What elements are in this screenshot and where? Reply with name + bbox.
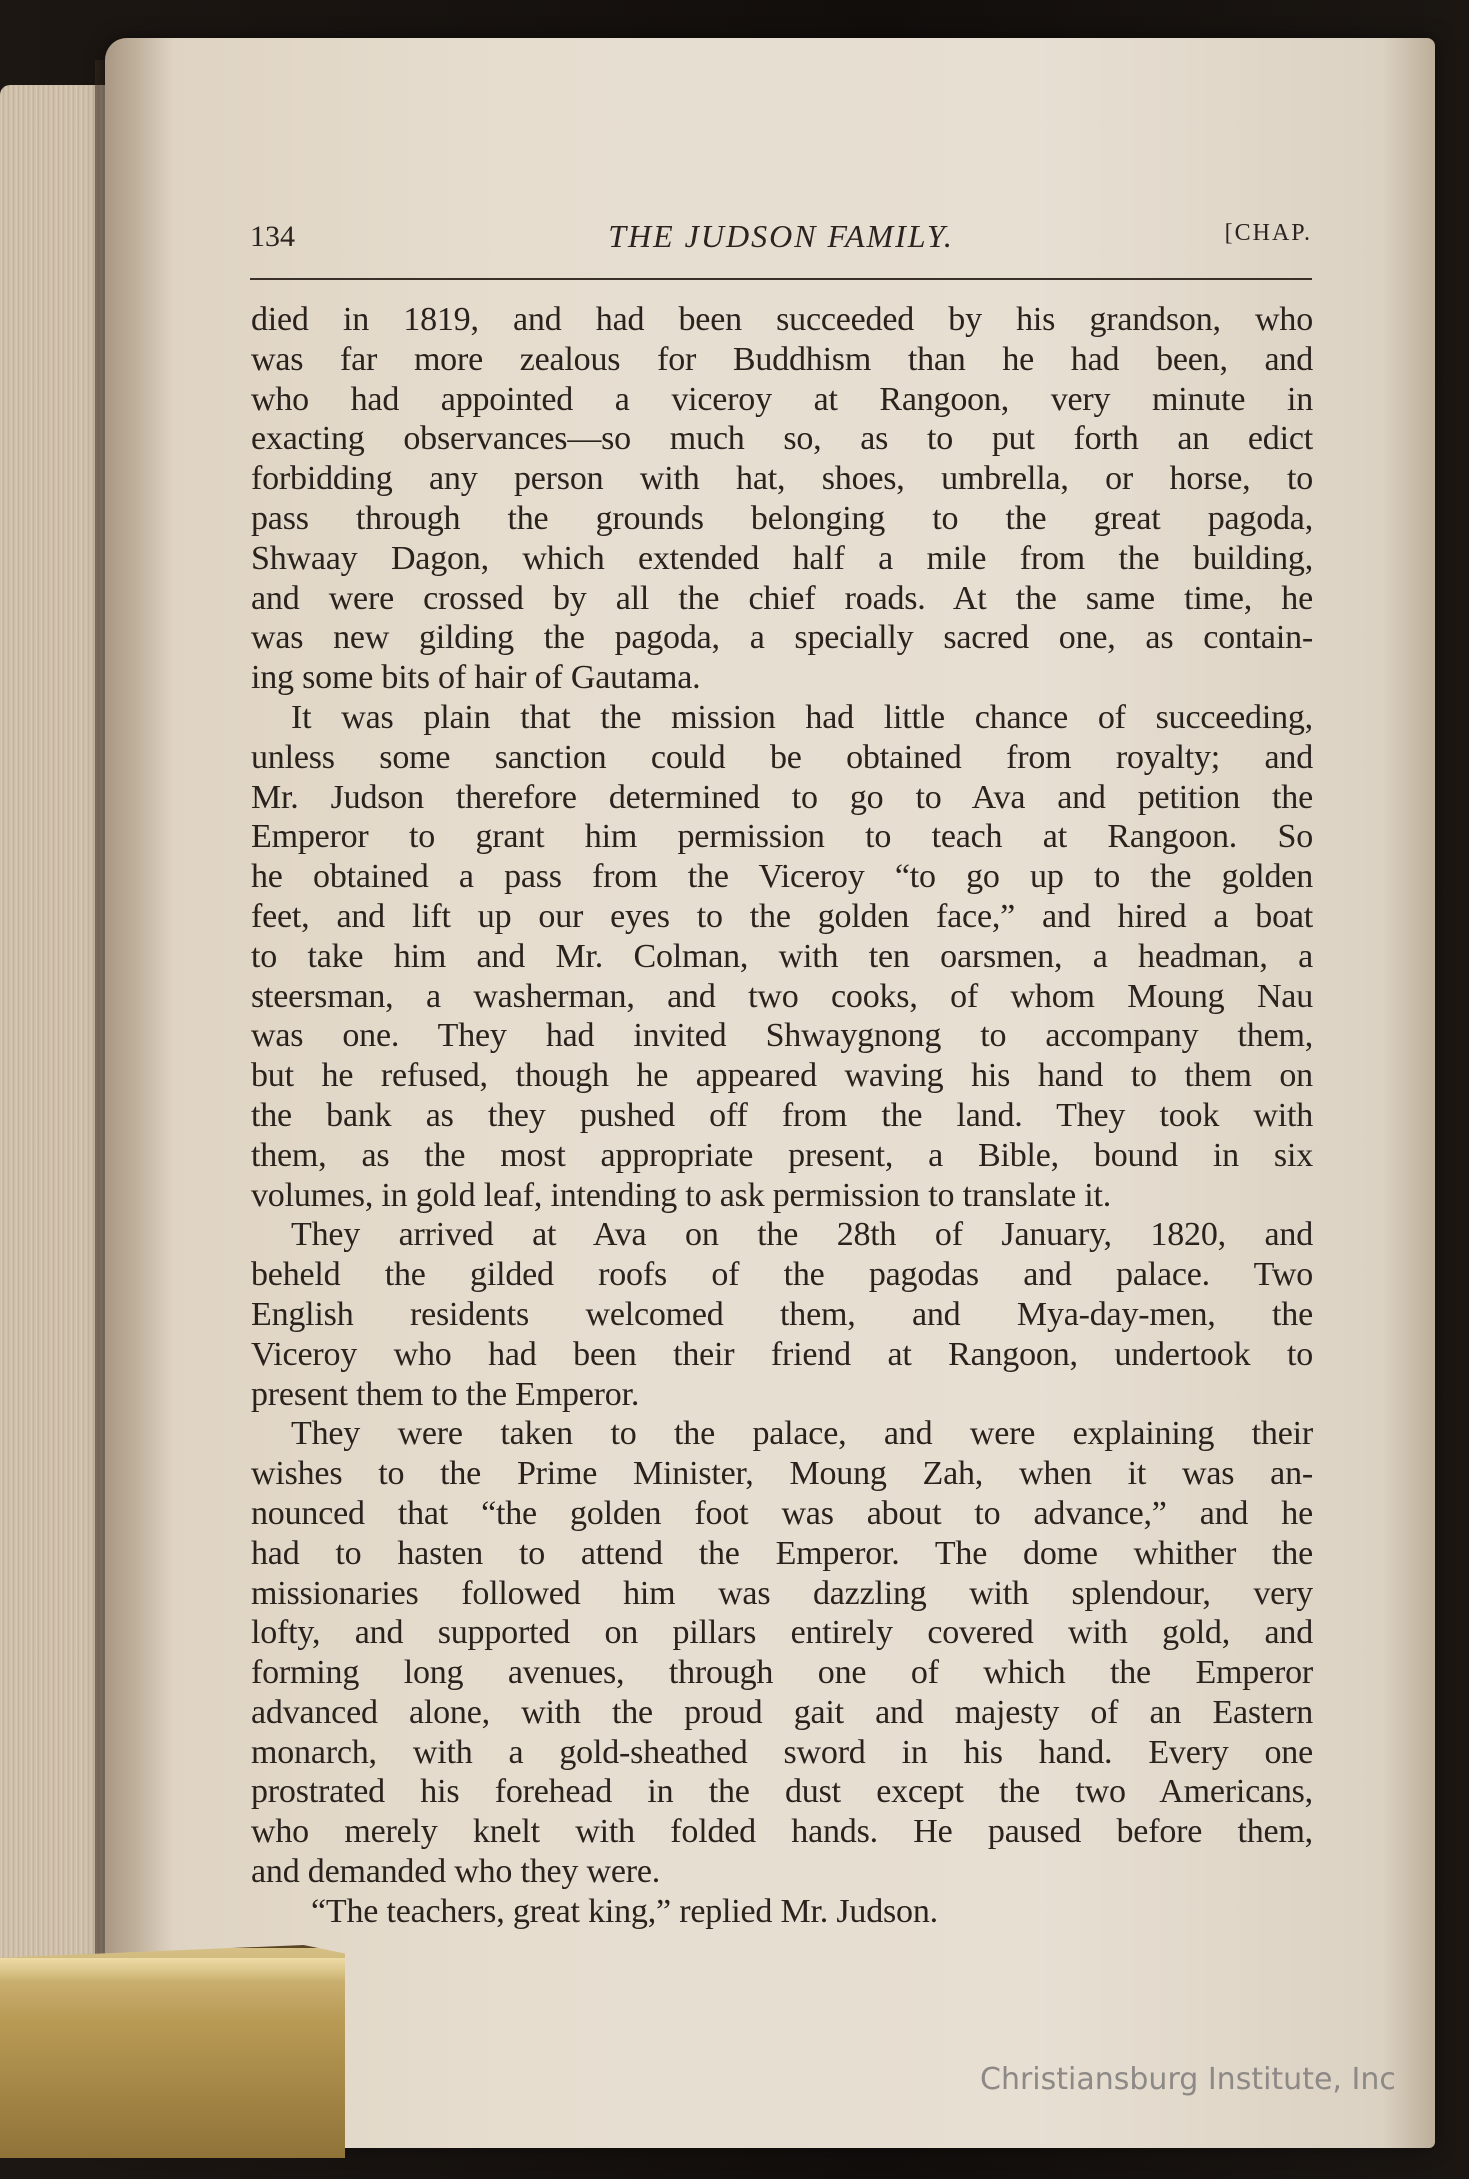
text-line: who merely knelt with folded hands. He paused before them, xyxy=(251,1813,1313,1851)
text-line: missionaries followed him was dazzling with splendour, very xyxy=(251,1574,1313,1612)
header-rule xyxy=(250,278,1312,280)
text-line: feet, and lift up our eyes to the golden face,” and hired a boat xyxy=(251,897,1313,935)
text-line: pass through the grounds belonging to the great pagoda, xyxy=(251,499,1313,537)
paragraph xyxy=(251,1215,1313,1414)
text-line: forbidding any person with hat, shoes, umbrella, or horse, to xyxy=(251,460,1313,498)
text-line: who had appointed a viceroy at Rangoon, very minute in xyxy=(251,380,1313,418)
spine-shadow xyxy=(105,38,175,2148)
text-line: They were taken to the palace, and were explaining their xyxy=(291,1415,1313,1453)
running-title: THE JUDSON FAMILY. xyxy=(608,218,954,254)
text-line: Emperor to grant him permission to teach at Rangoon. So xyxy=(251,818,1313,856)
text-line: was new gilding the pagoda, a specially sacred one, as contain- xyxy=(251,619,1313,657)
text-line: steersman, a washerman, and two cooks, of whom Moung Nau xyxy=(251,977,1313,1015)
text-line: nounced that “the golden foot was about to advance,” and he xyxy=(251,1494,1313,1532)
page-number: 134 xyxy=(250,220,295,253)
text-line: They arrived at Ava on the 28th of January, 1820, and xyxy=(291,1216,1313,1254)
text-line: It was plain that the mission had little chance of succeeding, xyxy=(291,698,1313,736)
text-line: forming long avenues, through one of which the Emperor xyxy=(251,1654,1313,1692)
text-line: wishes to the Prime Minister, Moung Zah, when it was an- xyxy=(251,1455,1313,1493)
chapter-mark: [CHAP. xyxy=(1224,220,1312,246)
text-line: Shwaay Dagon, which extended half a mile from the building, xyxy=(251,539,1313,577)
text-line: was one. They had invited Shwaygnong to accompany them, xyxy=(251,1017,1313,1055)
text-line: beheld the gilded roofs of the pagodas and palace. Two xyxy=(251,1256,1313,1294)
text-line: to take him and Mr. Colman, with ten oarsmen, a headman, a xyxy=(251,937,1313,975)
text-line: English residents welcomed them, and Mya-day-men, the xyxy=(251,1295,1313,1333)
text-line: them, as the most appropriate present, a Bible, bound in six xyxy=(251,1136,1313,1174)
watermark: Christiansburg Institute, Inc xyxy=(980,2062,1396,2097)
text-line: present them to the Emperor. xyxy=(251,1375,640,1413)
text-line: “The teachers, great king,” replied Mr. Judson. xyxy=(311,1892,938,1930)
paragraph xyxy=(251,698,1313,1215)
text-line: and were crossed by all the chief roads. At the same time, he xyxy=(251,579,1313,617)
text-line: prostrated his forehead in the dust except the two Americans, xyxy=(251,1773,1313,1811)
paragraph xyxy=(251,1414,1313,1892)
text-line: advanced alone, with the proud gait and majesty of an Eastern xyxy=(251,1693,1313,1731)
text-line: had to hasten to attend the Emperor. The dome whither the xyxy=(251,1534,1313,1572)
text-line: but he refused, though he appeared waving his hand to them on xyxy=(251,1057,1313,1095)
running-head xyxy=(250,214,1312,264)
paragraph xyxy=(251,1892,1313,1932)
text-line: ing some bits of hair of Gautama. xyxy=(251,659,701,697)
text-line: was far more zealous for Buddhism than he had been, and xyxy=(251,340,1313,378)
body-text xyxy=(251,300,1313,1932)
text-line: lofty, and supported on pillars entirely covered with gold, and xyxy=(251,1614,1313,1652)
text-line: and demanded who they were. xyxy=(251,1853,661,1891)
text-line: monarch, with a gold-sheathed sword in his hand. Every one xyxy=(251,1733,1313,1771)
text-line: died in 1819, and had been succeeded by his grandson, who xyxy=(251,301,1313,338)
text-line: the bank as they pushed off from the land. They took with xyxy=(251,1096,1313,1134)
paragraph xyxy=(251,300,1313,698)
page-edges xyxy=(0,85,110,2075)
text-line: volumes, in gold leaf, intending to ask permission to translate it. xyxy=(251,1176,1112,1214)
text-line: Mr. Judson therefore determined to go to Ava and petition the xyxy=(251,778,1313,816)
text-line: he obtained a pass from the Viceroy “to go up to the golden xyxy=(251,858,1313,896)
text-line: exacting observances—so much so, as to put forth an edict xyxy=(251,420,1313,458)
text-line: Viceroy who had been their friend at Rangoon, undertook to xyxy=(251,1335,1313,1373)
text-line: unless some sanction could be obtained from royalty; and xyxy=(251,738,1313,776)
gilt-page-edge xyxy=(0,1945,345,2158)
